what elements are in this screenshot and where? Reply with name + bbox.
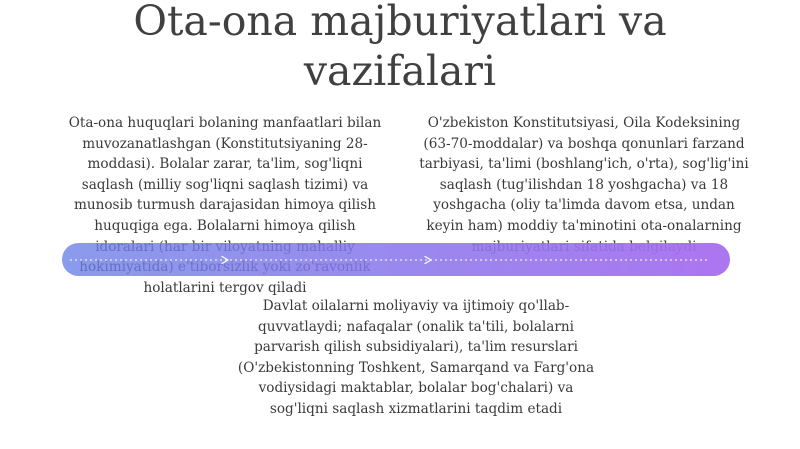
- text-block-right: O'zbekiston Konstitutsiyasi, Oila Kodeksining (63-70-moddalar) va boshqa qonunlari farzand tarbiyasi, ta'limi (boshlang'ich, o'rta), sog'lig'ini saqlash (tug'ilishdan 18 yoshgacha) va 18 yoshgacha (oliy ta'limda davom etsa, undan keyin ham) moddiy ta'minotini ota-onalarning: [419, 115, 749, 234]
- slide-title: Ota-ona majburiyatlari va vazifalari: [133, 0, 667, 95]
- text-block-bottom: Davlat oilalarni moliyaviy va ijtimoiy qo'llab-quvvatlaydi; nafaqalar (onalik ta'tili, bolalarni parvarish qilish subsidiyalari), ta'lim resurslari (O'zbekistonning Toshkent, Samarqand va Farg'ona vodiysidagi maktablar, bolalar bog'chalari) va sog'liqni saqlash xizmatlarini taqdim etadi: [237, 298, 595, 417]
- text-block-left: Ota-ona huquqlari bolaning manfaatlari bilan muvozanatlashgan (Konstitutsiyaning 28-moddasi). Bolalar zarar, ta'lim, sog'liqni saqlash (milliy sog'liqni saqlash tizimi) va munosib turmush darajasidan himoya qilish huquqiga ega. Bolalarni himoya qilish holatlarini tergov qiladi: [68, 115, 382, 296]
- timeline-graphic: [62, 243, 730, 276]
- timeline-bar: [62, 243, 730, 276]
